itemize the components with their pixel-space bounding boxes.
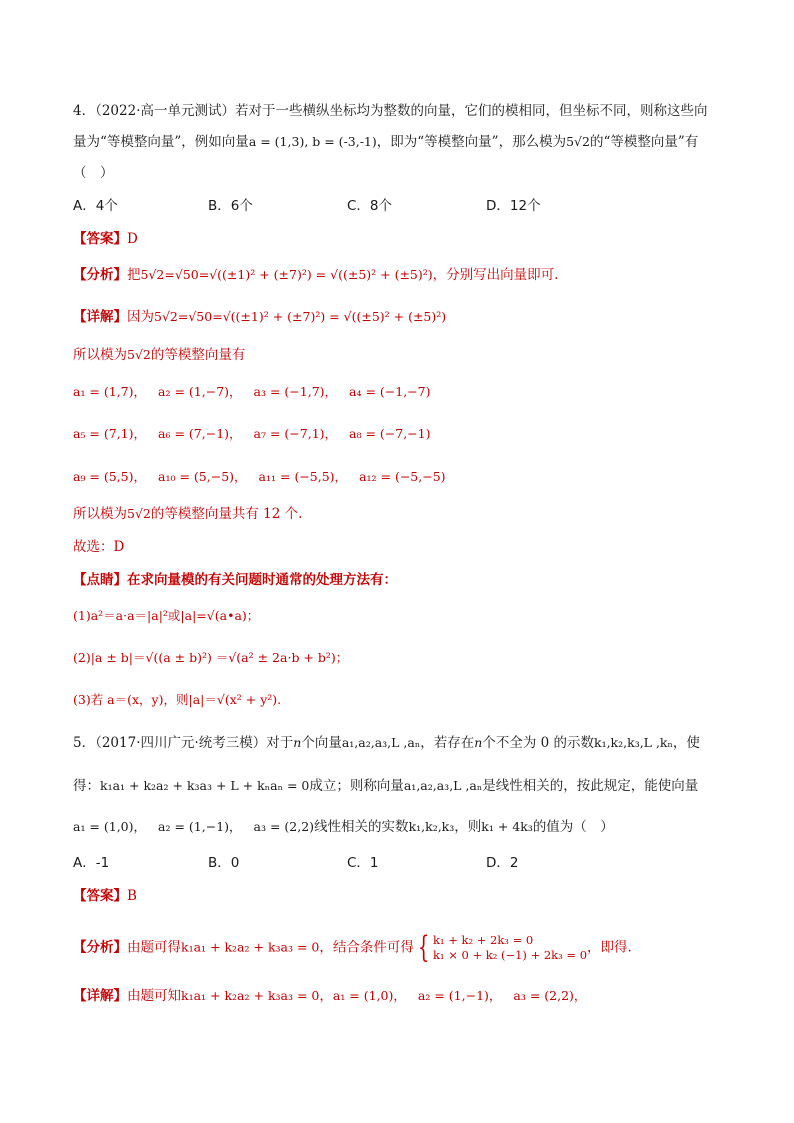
analysis-tag: 【分析】 — [73, 267, 127, 283]
q5-stem-text: 个向量 — [301, 735, 342, 751]
q5-stem-text: ，则 — [454, 819, 482, 835]
detail-formula: k₁a₁ + k₂a₂ + k₃a₃ = 0 — [181, 988, 320, 1003]
vector-item: a₃ = (2,2)， — [513, 988, 587, 1003]
detail-text: 的等模整向量有 — [150, 347, 246, 363]
q5-stem-text: 5．（2017·四川广元·统考三模）对于 — [73, 735, 294, 751]
vector-row-1 — [73, 382, 734, 402]
q4-tips — [73, 570, 734, 590]
equation-1: k₁ + k₂ + 2k₃ = 0 — [432, 933, 534, 947]
vector-row-3 — [73, 467, 734, 487]
q4-stem-line2 — [73, 132, 734, 152]
q5-detail — [73, 986, 734, 1006]
vector-item: a₉ = (5,5)， — [73, 469, 147, 484]
analysis-text: ，结合条件可得 — [319, 939, 414, 956]
vector-item: a₇ = (−7,1)， — [253, 426, 338, 441]
vector-item: a₅ = (7,1)， — [73, 426, 147, 441]
conclusion-text: 所以模为 — [73, 506, 127, 522]
q4-detail — [73, 307, 734, 327]
q5-answer — [73, 886, 734, 906]
vector-item: a₁₀ = (5,−5)， — [158, 469, 247, 484]
analysis-formula: k₁a₁ + k₂a₂ + k₃a₃ = 0 — [181, 939, 320, 955]
analysis-text: ，分别写出向量即可. — [432, 267, 559, 283]
q4-analysis — [73, 265, 734, 285]
q4-choose — [73, 537, 734, 557]
answer-tag: 【答案】 — [73, 231, 127, 247]
vector-item: a₁ = (1,0)， — [73, 819, 147, 834]
coefficient-list: k₁,k₂,k₃,L ,kₙ — [594, 735, 673, 750]
q4-stem-text: 4．（2022·高一单元测试）若对于一些横纵坐标均为整数的向量，它们的模相同，但坐标不同，则称这些向 — [73, 103, 708, 119]
q4-stem-text: 量为“等模整向量”，例如向量 — [73, 134, 249, 150]
q4-stem-text: ，即为“等模整向量”，那么模为 — [376, 134, 567, 150]
detail-text: ， — [319, 988, 333, 1004]
detail-tag: 【详解】 — [73, 309, 127, 325]
modulus-value: 5√2 — [566, 134, 590, 149]
vector-item: a₁₁ = (−5,5)， — [258, 469, 348, 484]
vector-item: a₂ = (1,−1)， — [158, 819, 242, 834]
detail-tag: 【详解】 — [73, 988, 127, 1004]
option-b: B．6个 — [208, 198, 253, 214]
option-a: A．-1 — [73, 855, 110, 871]
option-d: D．12个 — [486, 198, 541, 214]
tip-1 — [73, 606, 734, 626]
coefficient-list: k₁,k₂,k₃ — [408, 819, 455, 834]
answer-tag: 【答案】 — [73, 888, 127, 904]
analysis-formula: 5√2=√50=√((±1)² + (±7)²) = √((±5)² + (±5)²) — [140, 267, 433, 282]
vector-row-2 — [73, 424, 734, 444]
q4-stem-text: 的“等模整向量”有 — [589, 134, 699, 150]
option-c: C．8个 — [347, 198, 393, 214]
vector-item: a₃ = (−1,7)， — [253, 384, 338, 399]
conclusion-text: 的等模整向量共有 12 个. — [150, 506, 303, 522]
modulus-value: 5√2 — [127, 506, 151, 521]
q5-stem-text: 的值为（ ） — [532, 819, 614, 835]
q5-analysis — [73, 930, 734, 965]
detail-text: 所以模为 — [73, 347, 127, 363]
tips-text: 在求向量模的有关问题时通常的处理方法有： — [127, 572, 397, 588]
analysis-text: 由题可得 — [127, 939, 181, 956]
vector-item: a₆ = (7,−1)， — [158, 426, 242, 441]
q5-stem-text: ，若存在 — [420, 735, 475, 751]
detail-formula: 5√2=√50=√((±1)² + (±7)²) = √((±5)² + (±5)²) — [154, 309, 447, 324]
vector-list: a₁,a₂,a₃,L ,aₙ — [403, 778, 483, 793]
q4-answer — [73, 229, 734, 249]
vector-list: a₁,a₂,a₃,L ,aₙ — [341, 735, 421, 750]
var-n: n — [474, 735, 483, 750]
q5-stem-line3 — [73, 817, 734, 837]
detail-text: 因为 — [127, 309, 154, 325]
detail-text: 由题可知 — [127, 988, 181, 1004]
modulus-value: 5√2 — [127, 347, 151, 362]
var-n: n — [293, 735, 302, 750]
vector-item: a₁₂ = (−5,−5) — [359, 469, 446, 484]
q5-stem-text: 线性相关的实数 — [314, 819, 409, 835]
choose-text: 故选：D — [73, 539, 125, 555]
equation-system — [433, 933, 587, 963]
tips-tag: 【点睛】 — [73, 572, 127, 588]
tip-3-text: (3)若 a＝(x，y)，则|a|＝√(x² + y²). — [73, 692, 282, 707]
q5-stem-text: 得： — [73, 778, 100, 794]
analysis-tag: 【分析】 — [73, 939, 127, 956]
option-c: C．1 — [347, 855, 379, 871]
tip-1-text: (1)a²＝a·a＝|a|²或|a|=√(a•a)； — [73, 608, 260, 623]
tip-2-text: (2)|a ± b|＝√((a ± b)²) ＝√(a² ± 2a·b + b²)； — [73, 650, 349, 665]
analysis-text: ，即得. — [587, 939, 632, 956]
q5-stem-text: 是线性相关的，按此规定，能使向量 — [482, 778, 699, 794]
tip-2 — [73, 648, 734, 668]
q4-stem-line3 — [73, 163, 734, 183]
vector-item: a₈ = (−7,−1) — [349, 426, 431, 441]
q4-stem-line1 — [73, 101, 734, 121]
option-d: D．2 — [486, 855, 519, 871]
q5-stem-text: 个不全为 0 的示数 — [482, 735, 594, 751]
answer-value: B — [127, 888, 137, 904]
vector-item: a₂ = (1,−7)， — [158, 384, 242, 399]
q5-stem-line1 — [73, 733, 734, 753]
option-a: A．4个 — [73, 198, 118, 214]
linear-combination: k₁a₁ + k₂a₂ + k₃a₃ + L + kₙaₙ = 0 — [100, 778, 310, 793]
system-brace: { — [417, 930, 430, 965]
vector-item: a₁ = (1,7)， — [73, 384, 147, 399]
vector-item: a₃ = (2,2) — [253, 819, 315, 834]
answer-blank: （ ） — [73, 165, 114, 181]
vector-item: a₁ = (1,0)， — [332, 988, 406, 1003]
q5-stem-line2 — [73, 776, 734, 796]
answer-value: D — [127, 231, 138, 247]
q5-stem-text: 成立；则称向量 — [309, 778, 404, 794]
target-expression: k₁ + 4k₃ — [481, 819, 533, 834]
analysis-text: 把 — [127, 267, 141, 283]
vector-item: a₄ = (−1,−7) — [349, 384, 431, 399]
q4-example-vectors: a = (1,3), b = (-3,-1) — [248, 134, 377, 149]
q4-detail-line2 — [73, 345, 734, 365]
q4-conclusion — [73, 504, 734, 524]
tip-3 — [73, 690, 734, 710]
option-b: B．0 — [208, 855, 240, 871]
vector-item: a₂ = (1,−1)， — [417, 988, 502, 1003]
equation-2: k₁ × 0 + k₂ (−1) + 2k₃ = 0 — [432, 948, 588, 962]
q5-stem-text: ，使 — [672, 735, 700, 751]
